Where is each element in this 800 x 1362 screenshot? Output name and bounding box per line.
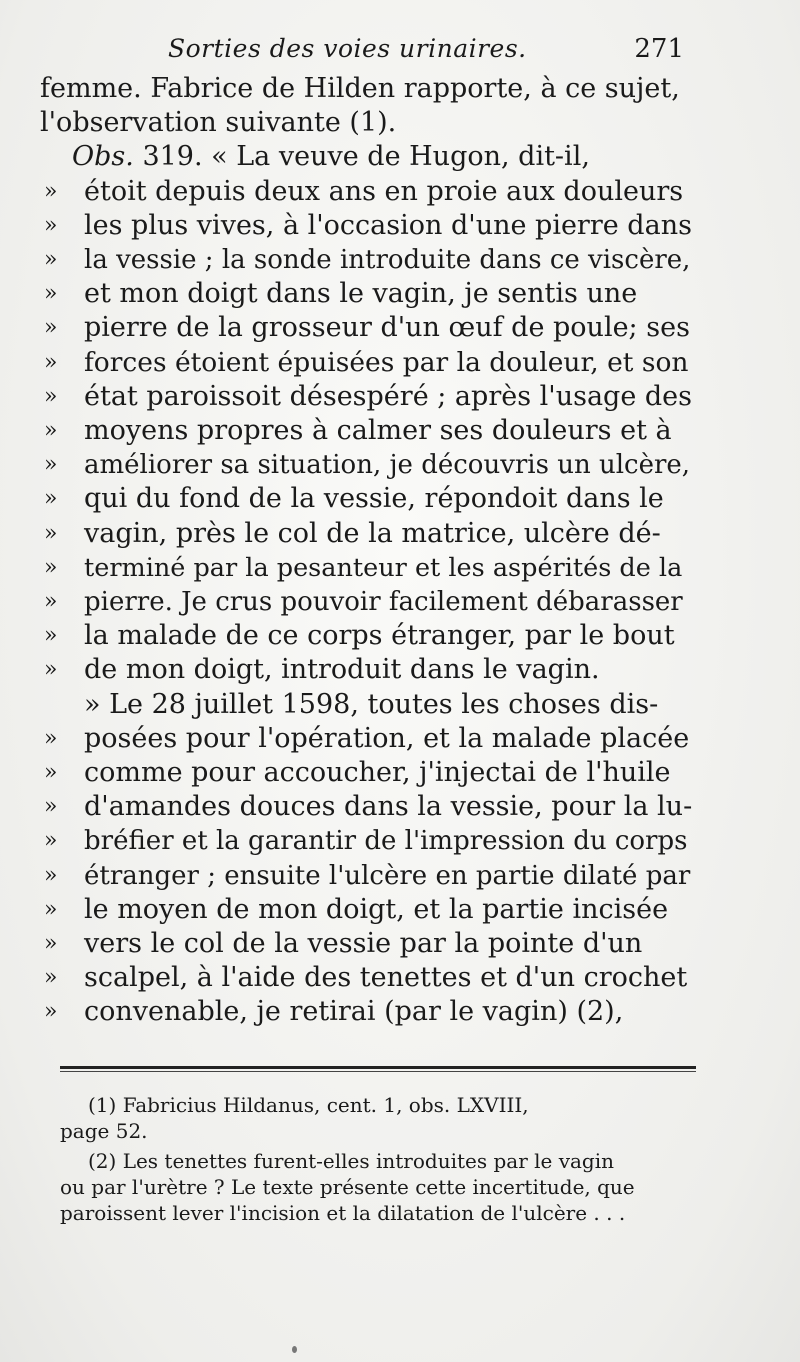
quote-mark: » bbox=[44, 350, 58, 375]
footnote-line: (2) Les tenettes furent-elles introduites par le vagin bbox=[88, 1149, 615, 1173]
footnote-line: (1) Fabricius Hildanus, cent. 1, obs. LXVIII, bbox=[88, 1093, 529, 1117]
body-line: femme. Fabrice de Hilden rapporte, à ce sujet, bbox=[40, 73, 680, 104]
quote-mark: » bbox=[44, 999, 58, 1024]
quote-mark: » bbox=[44, 589, 58, 614]
body-line: d'amandes douces dans la vessie, pour la lu- bbox=[84, 791, 693, 822]
quote-mark: » bbox=[44, 247, 58, 272]
body-line: améliorer sa situation, je découvris un ulcère, bbox=[84, 450, 691, 480]
body-line: vagin, près le col de la matrice, ulcère dé- bbox=[84, 518, 661, 549]
quote-mark: » bbox=[44, 418, 58, 443]
quote-mark: » bbox=[44, 486, 58, 511]
body-line: étranger ; ensuite l'ulcère en partie dilaté par bbox=[84, 861, 691, 891]
quote-mark: » bbox=[44, 760, 58, 785]
body-line: vers le col de la vessie par la pointe d'un bbox=[84, 928, 643, 959]
quote-mark: » bbox=[44, 897, 58, 922]
footnote-rule-thin bbox=[60, 1071, 696, 1072]
quote-mark: » bbox=[44, 965, 58, 990]
footnote-line: page 52. bbox=[60, 1119, 148, 1143]
quote-mark: » bbox=[44, 657, 58, 682]
quote-mark: » bbox=[44, 931, 58, 956]
body-line: » Le 28 juillet 1598, toutes les choses dis- bbox=[84, 689, 659, 720]
body-line: pierre de la grosseur d'un œuf de poule; ses bbox=[84, 312, 690, 343]
quote-mark: » bbox=[44, 452, 58, 477]
observation-label: Obs. bbox=[72, 141, 134, 172]
quote-mark: » bbox=[44, 281, 58, 306]
body-line: pierre. Je crus pouvoir facilement débarasser bbox=[84, 587, 683, 617]
quote-mark: » bbox=[44, 179, 58, 204]
quote-mark: » bbox=[44, 726, 58, 751]
body-line: moyens propres à calmer ses douleurs et à bbox=[84, 415, 672, 446]
body-line: état paroissoit désespéré ; après l'usage des bbox=[84, 381, 693, 412]
quote-mark: » bbox=[44, 863, 58, 888]
body-line: posées pour l'opération, et la malade placée bbox=[84, 723, 690, 754]
footnote-rule bbox=[60, 1066, 696, 1069]
page-header bbox=[168, 34, 688, 74]
quote-mark: » bbox=[44, 521, 58, 546]
running-head: Sorties des voies urinaires. bbox=[168, 34, 527, 63]
body-line: convenable, je retirai (par le vagin) (2), bbox=[84, 996, 624, 1027]
quote-mark: » bbox=[44, 623, 58, 648]
body-line: qui du fond de la vessie, répondoit dans le bbox=[84, 483, 664, 514]
body-line: scalpel, à l'aide des tenettes et d'un crochet bbox=[84, 962, 688, 993]
body-line: terminé par la pesanteur et les aspérités de la bbox=[84, 553, 683, 583]
paper-fleck bbox=[292, 1346, 297, 1353]
quote-mark: » bbox=[44, 828, 58, 853]
body-line: comme pour accoucher, j'injectai de l'huile bbox=[84, 757, 671, 788]
body-line: la malade de ce corps étranger, par le bout bbox=[84, 620, 675, 651]
body-line: l'observation suivante (1). bbox=[40, 107, 397, 138]
quote-mark: » bbox=[44, 315, 58, 340]
footnote-line: paroissent lever l'incision et la dilatation de l'ulcère . . . bbox=[60, 1201, 626, 1225]
quote-mark: » bbox=[44, 794, 58, 819]
quote-mark: » bbox=[44, 213, 58, 238]
page-number: 271 bbox=[634, 34, 684, 64]
quote-mark: » bbox=[44, 384, 58, 409]
footnote-line: ou par l'urètre ? Le texte présente cette incertitude, que bbox=[60, 1175, 635, 1199]
body-line: le moyen de mon doigt, et la partie incisée bbox=[84, 894, 669, 925]
body-line: et mon doigt dans le vagin, je sentis une bbox=[84, 278, 638, 309]
body-line: bréfier et la garantir de l'impression du corps bbox=[84, 826, 688, 856]
quote-mark: » bbox=[44, 555, 58, 580]
body-line: Obs. 319. « La veuve de Hugon, dit-il, bbox=[72, 141, 590, 172]
body-line: de mon doigt, introduit dans le vagin. bbox=[84, 654, 600, 685]
body-line: forces étoient épuisées par la douleur, et son bbox=[84, 347, 689, 378]
body-line: étoit depuis deux ans en proie aux douleurs bbox=[84, 176, 684, 207]
body-line: les plus vives, à l'occasion d'une pierre dans bbox=[84, 210, 692, 241]
body-line: la vessie ; la sonde introduite dans ce viscère, bbox=[84, 245, 691, 275]
